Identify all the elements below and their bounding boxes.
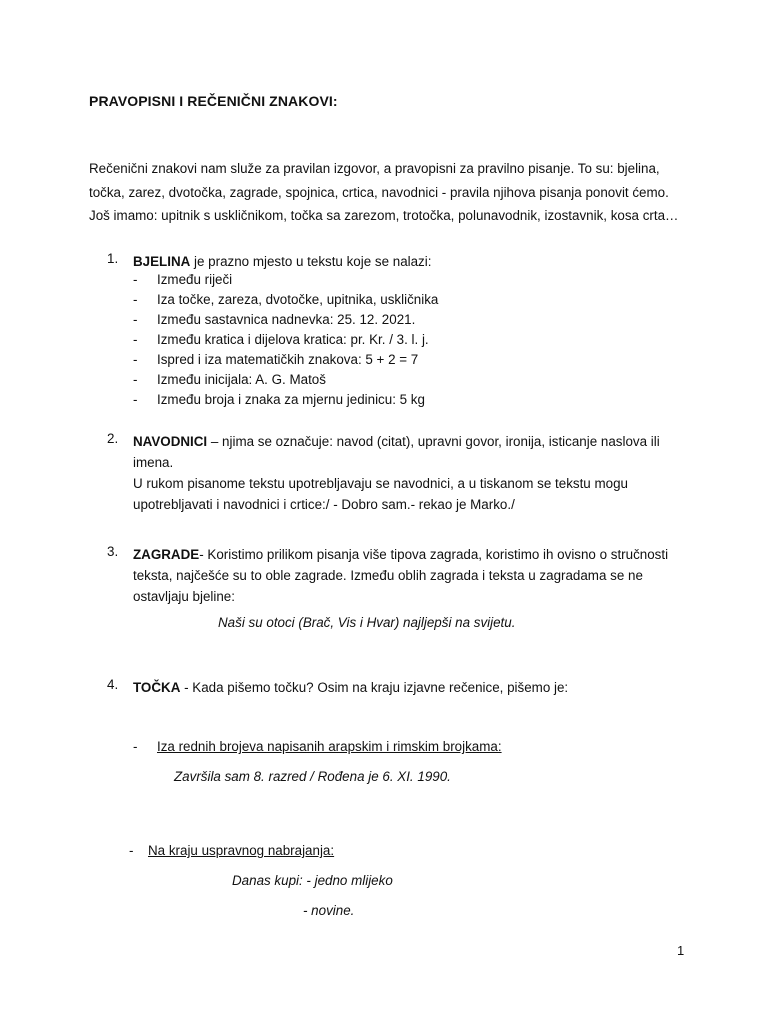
zagrade-example: Naši su otoci (Brač, Vis i Hvar) najljepši na svijetu. [218,615,516,630]
sub-heading: Iza rednih brojeva napisanih arapskim i rimskim brojkama: [157,739,502,754]
tocka-example-2a: Danas kupi: - jedno mlijeko [232,873,393,888]
section-text: - Kada pišemo točku? Osim na kraju izjavne rečenice, pišemo je: [180,680,569,695]
section-zagrade [133,544,688,607]
section-number-4: 4. [107,677,119,692]
section-heading: TOČKA [133,680,181,695]
section-text-2: U rukom pisanome tekstu upotrebljavaju se navodnici, a u tiskanom se tekstu mogu upotrebljavati i navodnici i crtice:/ - Dobro sam.- rekao je Marko./ [133,476,628,512]
section-number-2: 2. [107,431,119,446]
section-text: – njima se označuje: navod (citat), upravni govor, ironija, isticanje naslova ili imena. [133,434,660,470]
tocka-sub-2: - Na kraju uspravnog nabrajanja: [129,843,335,858]
tocka-sub-1: - Iza rednih brojeva napisanih arapskim i rimskim brojkama: [133,739,502,754]
section-navodnici [133,431,683,515]
intro-paragraph: Rečenični znakovi nam služe za pravilan izgovor, a pravopisni za pravilno pisanje. To su: bjelina, točka, zarez, dvotočka, zagrade, spojnica, crtica, navodnici - pravila njihova pisanja ponovit ćemo. Još imamo: upitnik s uskličnikom, točka sa zarezom, trotočka, polunavodnik, izostavnik, kosa crta… [89,161,679,223]
sub-heading: Na kraju uspravnog nabrajanja: [148,843,335,858]
section-tocka [133,677,693,698]
section-text: - Koristimo prilikom pisanja više tipova zagrada, koristimo ih ovisno o stručnosti teksta, najčešće su to oble zagrade. Između oblih zagrada i teksta u zagradama se ne ostavljaju bjeline: [133,547,669,604]
section-number-1: 1. [107,251,119,266]
tocka-example-1: Završila sam 8. razred / Rođena je 6. XI. 1990. [174,769,451,784]
page-number: 1 [677,943,685,958]
section-heading: BJELINA [133,254,191,269]
tocka-example-2b: - novine. [303,903,355,918]
page-title: PRAVOPISNI I REČENIČNI ZNAKOVI: [89,93,338,109]
section-heading: NAVODNICI [133,434,208,449]
document-page: PRAVOPISNI I REČENIČNI ZNAKOVI: Rečenični znakovi nam služe za pravilan izgovor, a pravopisni za pravilno pisanje. To su: bjelina, točka, zarez, dvotočka, zagrade, spojnica, crtica, navodnici - pravila njihova pisanja ponovit ćemo. Još imamo: upitnik s uskličnikom, točka sa zarezom, trotočka, polunavodnik, izostavnik, kosa crta… 1. BJELINA je prazno mjesto u tekstu koje se nalazi: - Između riječi - Iza točke, zareza, dvotočke, upitnika, uskličnika - Između sastavnica nadnevka: 25. 12. 2021. - Između kratica i dijelova kratica: pr. Kr. / 3. l. j. - Ispred i iza matematičkih znakova: 5 + 2 = 7 - Između inicijala: A. G. Matoš - Između broja i znaka za mjernu jedinicu: 5 kg 2. NAVODNICI – njima se označuje: navod (citat), upravni govor, ironija, isticanje naslova ili imena. U rukom pisanome tekstu upotrebljavaju se navodnici, a u tiskanom se tekstu mogu upotrebljavati i navodnici i crtice:/ - Dobro sam.- rekao je Marko./ 3. ZAGRADE- Koristimo prilikom pisanja više tipova zagrada, koristimo ih ovisno o stručnosti teksta, najčešće su to oble zagrade. Između oblih zagrada i teksta u zagradama se ne ostavljaju bjeline: Naši su otoci (Brač, Vis i Hvar) najljepši na svijetu. 4. TOČKA - Kada pišemo točku? Osim na kraju izjavne rečenice, pišemo je: - Iza rednih brojeva napisanih arapskim i rimskim brojkama: Završila sam 8. razred / Rođena je 6. XI. 1990. - Na kraju uspravnog nabrajanja: Danas kupi: - jedno mlijeko - novine. 1 [0,0,768,1024]
section-text: je prazno mjesto u tekstu koje se nalazi: [190,254,432,269]
section-heading: ZAGRADE [133,547,200,562]
section-number-3: 3. [107,544,119,559]
section-bjelina [133,251,693,272]
